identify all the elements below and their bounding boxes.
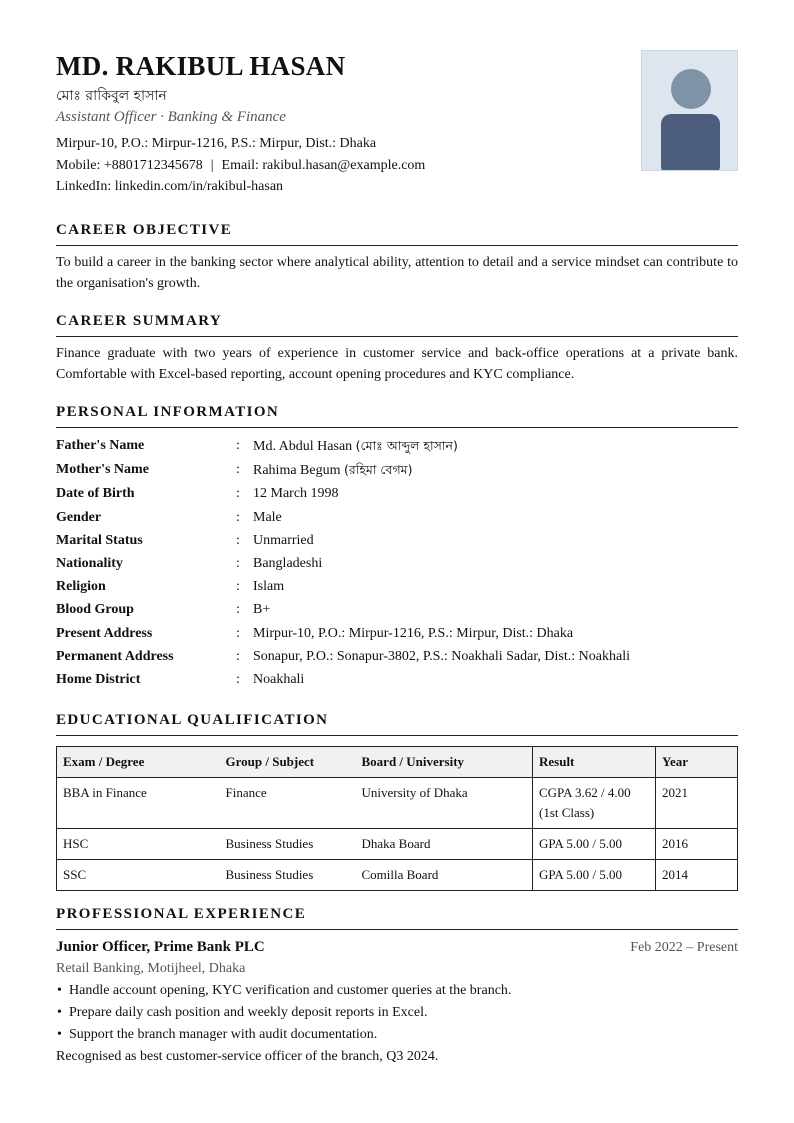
personal-info-list (56, 434, 738, 691)
career-summary-text: Finance graduate with two years of experience in customer service and back-office operations at a private bank. Comfortable with Excel-based reporting, account opening procedures and KYC compliance. (56, 346, 738, 382)
info-row: Marital Status : Unmarried (56, 532, 314, 548)
column-header: Year (656, 747, 738, 778)
contact-separator: | (210, 157, 214, 173)
info-row: Mother's Name : Rahima Begum (রহিমা বেগম) (56, 462, 413, 479)
info-row: Present Address : Mirpur-10, P.O.: Mirpur-1216, P.S.: Mirpur, Dist.: Dhaka (56, 625, 574, 641)
contact-block (56, 133, 738, 198)
info-row: Permanent Address : Sonapur, P.O.: Sonapur-3802, P.S.: Noakhali Sadar, Dist.: Noakhali (56, 648, 630, 664)
candidate-name-bengali: মোঃ রাকিবুল হাসান (56, 88, 167, 104)
candidate-tagline: Assistant Officer · Banking & Finance (56, 109, 286, 125)
section-career-summary (56, 313, 738, 385)
section-title: PERSONAL INFORMATION (56, 404, 738, 428)
contact-linkedin[interactable]: LinkedIn: linkedin.com/in/rakibul-hasan (56, 179, 284, 194)
list-item: • Handle account opening, KYC verification and customer queries at the branch. (56, 980, 738, 1002)
profile-photo-placeholder (641, 50, 738, 171)
avatar-head-icon (671, 69, 711, 109)
section-career-objective (56, 222, 738, 294)
info-row: Father's Name : Md. Abdul Hasan (মোঃ আব্দুল হাসান) (56, 438, 458, 454)
table-row: HSC Business Studies Dhaka Board GPA 5.00 / 5.00 2016 (57, 829, 738, 860)
list-item: • Support the branch manager with audit documentation. (56, 1024, 738, 1046)
list-item: • Prepare daily cash position and weekly deposit reports in Excel. (56, 1002, 738, 1024)
column-header: Group / Subject (220, 747, 356, 778)
info-row: Date of Birth : 12 March 1998 (56, 486, 339, 502)
table-row: BBA in Finance Finance University of Dhaka CGPA 3.62 / 4.00 (1st Class) 2021 (57, 778, 738, 829)
job-location: Retail Banking, Motijheel, Dhaka (56, 961, 246, 977)
column-header: Result (533, 747, 656, 778)
table-row: SSC Business Studies Comilla Board GPA 5.00 / 5.00 2014 (57, 860, 738, 891)
column-header: Board / University (356, 747, 533, 778)
contact-mobile: Mobile: +8801712345678 (56, 157, 203, 173)
career-objective-text: To build a career in the banking sector where analytical ability, attention to detail and a service mindset can contribute to the organisation's growth. (56, 255, 738, 291)
job-duties-list (56, 980, 738, 1046)
job-achievement: Recognised as best customer-service officer of the branch, Q3 2024. (56, 1049, 439, 1065)
table-header-row (57, 747, 738, 778)
section-title: CAREER SUMMARY (56, 313, 738, 337)
info-row: Blood Group : B+ (56, 602, 271, 618)
contact-phone-email-line (56, 155, 738, 177)
avatar-body-icon (661, 114, 720, 171)
section-personal-information (56, 404, 738, 691)
info-row: Religion : Islam (56, 579, 285, 595)
job-header (56, 937, 738, 958)
candidate-name: MD. RAKIBUL HASAN (56, 51, 346, 81)
section-experience (56, 906, 738, 1068)
contact-address: Mirpur-10, P.O.: Mirpur-1216, P.S.: Mirpur, Dist.: Dhaka (56, 136, 377, 151)
info-row: Nationality : Bangladeshi (56, 556, 323, 572)
section-title: EDUCATIONAL QUALIFICATION (56, 712, 738, 736)
job-title: Junior Officer, Prime Bank PLC (56, 939, 265, 956)
info-row: Gender : Male (56, 509, 282, 525)
contact-email[interactable]: Email: rakibul.hasan@example.com (221, 157, 426, 173)
section-education (56, 712, 738, 891)
section-title: PROFESSIONAL EXPERIENCE (56, 906, 738, 930)
resume-header (56, 50, 738, 200)
column-header: Exam / Degree (57, 747, 220, 778)
job-dates: Feb 2022 – Present (630, 940, 738, 956)
info-row: Home District : Noakhali (56, 672, 305, 688)
section-title: CAREER OBJECTIVE (56, 222, 738, 246)
education-table (56, 746, 738, 891)
